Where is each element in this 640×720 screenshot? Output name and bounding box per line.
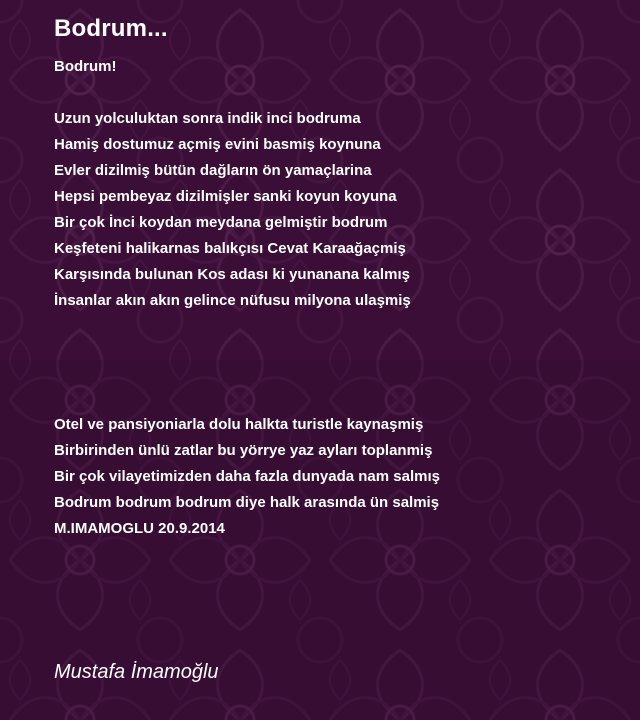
poem-line: Hepsi pembeyaz dizilmişler sanki koyun koyuna bbox=[54, 188, 397, 205]
poem-author: Mustafa İmamoğlu bbox=[54, 661, 219, 683]
poem-container bbox=[54, 14, 614, 542]
poem-line: Bir çok vilayetimizden daha fazla dunyada nam salmış bbox=[54, 468, 440, 485]
poem-stanza-2 bbox=[54, 412, 614, 542]
poem-opening-line: Bodrum! bbox=[54, 58, 117, 75]
poem-line: Birbirinden ünlü zatlar bu yörrye yaz ayları toplanmiş bbox=[54, 442, 433, 459]
poem-signature: M.IMAMOGLU 20.9.2014 bbox=[54, 520, 225, 537]
poem-line: Otel ve pansiyoniarla dolu halkta turistle kaynaşmiş bbox=[54, 416, 424, 433]
poem-line: Bir çok İnci koydan meydana gelmiştir bodrum bbox=[54, 214, 388, 231]
poem-line: Evler dizilmiş bütün dağların ön yamaçlarina bbox=[54, 162, 372, 179]
poem-line: İnsanlar akın akın gelince nüfusu milyona ulaşmiş bbox=[54, 292, 411, 309]
poem-line: Bodrum bodrum bodrum diye halk arasında ün salmiş bbox=[54, 494, 440, 511]
poem-title: Bodrum... bbox=[54, 15, 168, 42]
poem-line: Uzun yolculuktan sonra indik inci bodruma bbox=[54, 110, 361, 127]
poem-stanza-1 bbox=[54, 106, 614, 314]
poem-line: Keşfeteni halikarnas balıkçısı Cevat Karaağaçmiş bbox=[54, 240, 406, 257]
poem-line: Karşısında bulunan Kos adası ki yunanana kalmış bbox=[54, 266, 410, 283]
poem-line: Hamiş dostumuz açmiş evini basmiş koynuna bbox=[54, 136, 381, 153]
